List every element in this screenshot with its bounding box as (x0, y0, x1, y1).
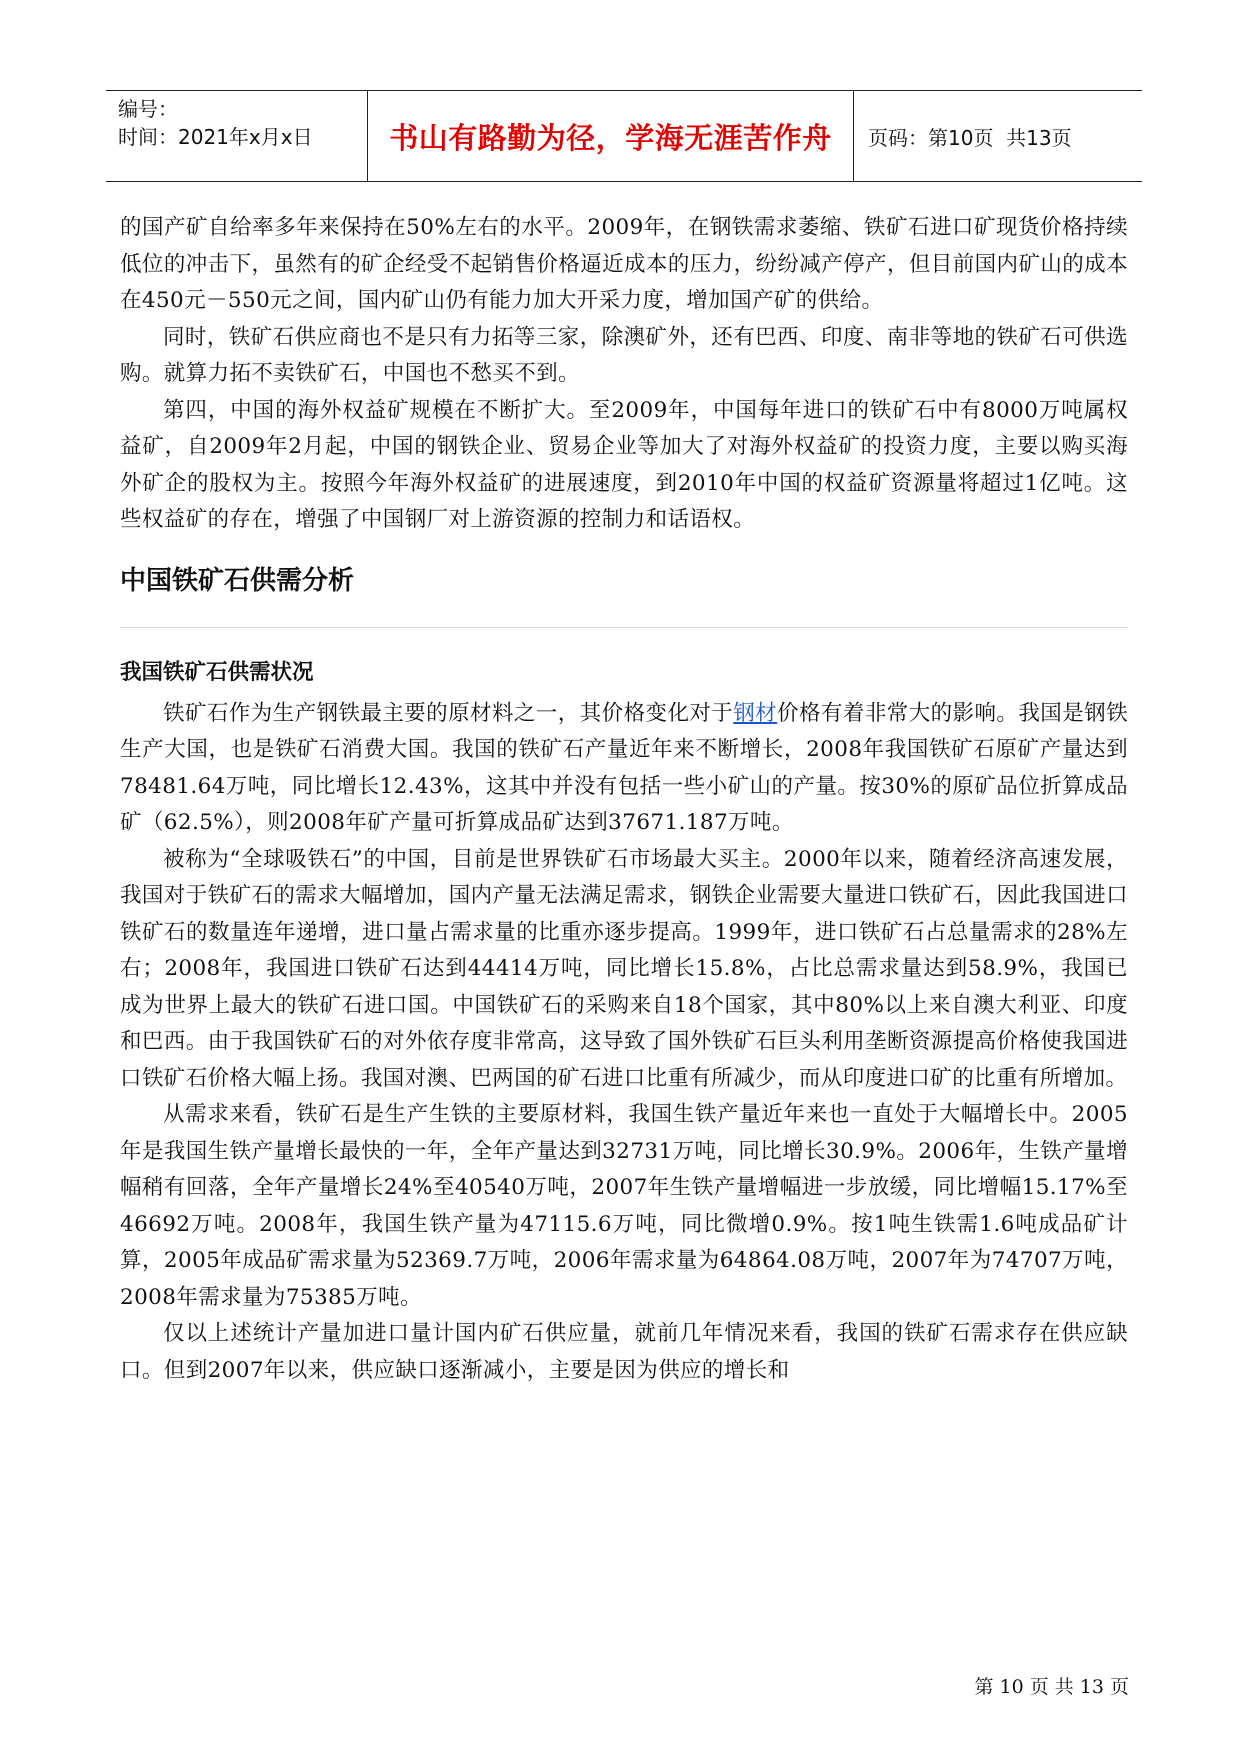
section-divider (120, 627, 1128, 628)
subsection-heading: 我国铁矿石供需状况 (120, 659, 314, 685)
paragraph-supply-gap: 仅以上述统计产量加进口量计国内矿石供应量，就前几年情况来看，我国的铁矿石需求存在供应缺口。但到2007年以来，供应缺口逐渐减小，主要是因为供应的增长和 (120, 1321, 1128, 1383)
section-heading: 中国铁矿石供需分析 (120, 565, 355, 596)
doc-number-label: 编号： (118, 97, 178, 121)
steel-link[interactable]: 钢材 (733, 700, 778, 726)
paragraph-text: 价格有着非常大的影响。我国是钢铁生产大国，也是铁矿石消费大国。我国的铁矿石产量近年来不断增长，2008年我国铁矿石原矿产量达到78481.64万吨，同比增长12.43%，这其中并没有包括一些小矿山的产量。按30%的原矿品位折算成品矿（62.5%），则2008年矿产量可折算成品矿达到37671.187万吨。 (120, 700, 1128, 835)
header-page-cell (854, 91, 1142, 181)
page-footer: 第 10 页 共 13 页 (974, 1676, 1129, 1698)
motto-text: 书山有路勤为径，学海无涯苦作舟 (389, 120, 832, 155)
page-code-label: 页码：第10页 共13页 (868, 125, 1072, 150)
paragraph-demand: 从需求来看，铁矿石是生产生铁的主要原材料，我国生铁产量近年来也一直处于大幅增长中。2005年是我国生铁产量增长最快的一年，全年产量达到32731万吨，同比增长30.9%。2006年，生铁产量增幅稍有回落，全年产量增长24%至40540万吨，2007年生铁产量增幅进一步放缓，同比增幅15.17%至46692万吨。2008年，我国生铁产量为47115.6万吨，同比微增0.9%。按1吨生铁需1.6吨成品矿计算，2005年成品矿需求量为52369.7万吨，2006年需求量为64864.08万吨，2007年为74707万吨，2008年需求量为75385万吨。 (120, 1102, 1128, 1310)
doc-time-label: 时间：2021年x月x日 (118, 125, 313, 149)
header-motto-cell (368, 91, 854, 181)
paragraph-overseas-equity: 第四，中国的海外权益矿规模在不断扩大。至2009年，中国每年进口的铁矿石中有8000万吨属权益矿，自2009年2月起，中国的钢铁企业、贸易企业等加大了对海外权益矿的投资力度，主要以购买海外矿企的股权为主。按照今年海外权益矿的进展速度，到2010年中国的权益矿资源量将超过1亿吨。这些权益矿的存在，增强了中国钢厂对上游资源的控制力和话语权。 (120, 397, 1128, 532)
paragraph-suppliers: 同时，铁矿石供应商也不是只有力拓等三家，除澳矿外，还有巴西、印度、南非等地的铁矿石可供选购。就算力拓不卖铁矿石，中国也不愁买不到。 (120, 324, 1128, 386)
paragraph-domestic-ore: 的国产矿自给率多年来保持在50%左右的水平。2009年，在钢铁需求萎缩、铁矿石进口矿现货价格持续低位的冲击下，虽然有的矿企经受不起销售价格逼近成本的压力，纷纷减产停产，但目前国内矿山的成本在450元－550元之间，国内矿山仍有能力加大开采力度，增加国产矿的供给。 (120, 215, 1128, 313)
document-body (120, 210, 1128, 1389)
paragraph-imports: 被称为“全球吸铁石”的中国，目前是世界铁矿石市场最大买主。2000年以来，随着经济高速发展，我国对于铁矿石的需求大幅增加，国内产量无法满足需求，钢铁企业需要大量进口铁矿石，因此我国进口铁矿石的数量连年递增，进口量占需求量的比重亦逐步提高。1999年，进口铁矿石占总量需求的28%左右；2008年，我国进口铁矿石达到44414万吨，同比增长15.8%，占比总需求量达到58.9%，我国已成为世界上最大的铁矿石进口国。中国铁矿石的采购来自18个国家，其中80%以上来自澳大利亚、印度和巴西。由于我国铁矿石的对外依存度非常高，这导致了国外铁矿石巨头利用垄断资源提高价格使我国进口铁矿石价格大幅上扬。我国对澳、巴两国的矿石进口比重有所减少，而从印度进口矿的比重有所增加。 (120, 846, 1128, 1091)
paragraph-iron-ore-role (120, 696, 1128, 842)
paragraph-text: 铁矿石作为生产钢铁最主要的原材料之一，其价格变化对于 (163, 700, 734, 726)
header-meta-cell (106, 91, 368, 181)
header-table (106, 90, 1142, 182)
